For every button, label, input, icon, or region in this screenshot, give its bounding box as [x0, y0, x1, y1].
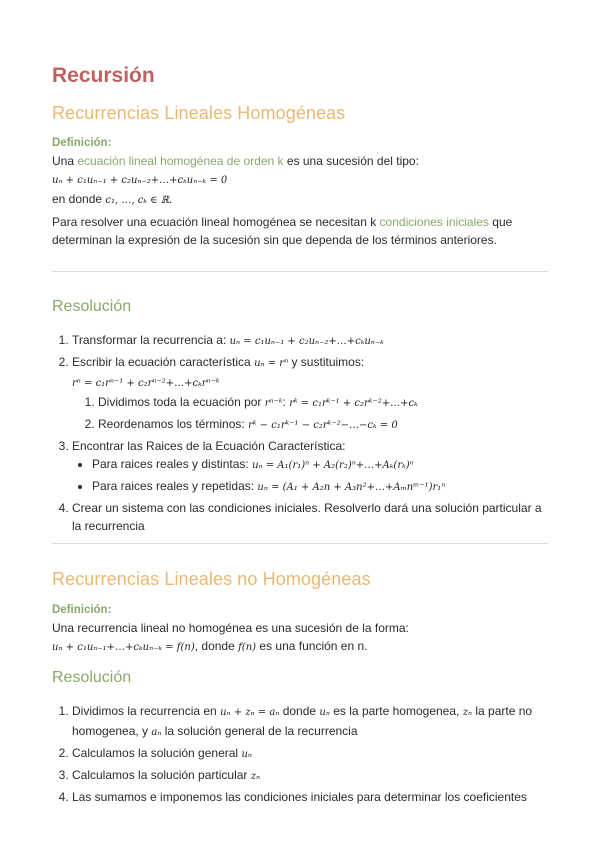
- resolucion-2-list: [52, 702, 548, 808]
- list-item: [72, 788, 548, 806]
- definition-text-post: es una sucesión del tipo:: [283, 154, 419, 168]
- formula-no-homogenea: uₙ + c₁uₙ₋₁+…+cₖuₙ₋ₖ = f(n): [52, 642, 195, 653]
- step-text: Crear un sistema con las condiciones iniciales. Resolverlo dará una solución particular a la recurrencia: [72, 501, 542, 533]
- where-text: en donde: [52, 192, 106, 206]
- definition-text: Una recurrencia lineal no homogénea es una sucesión de la forma:: [52, 621, 409, 635]
- substep-text: Reordenamos los términos:: [98, 417, 249, 431]
- definition-highlight: ecuación lineal homogénea de orden k: [77, 154, 284, 168]
- step-text: Transformar la recurrencia a:: [72, 333, 230, 347]
- bullet-text: Para raices reales y repetidas:: [92, 479, 258, 493]
- resolucion-1-list: [52, 331, 548, 537]
- step-formula: aₙ: [151, 727, 162, 738]
- formula-fn: f(n): [238, 642, 257, 653]
- list-item: [72, 744, 548, 764]
- substep-formula: rᵏ − c₁rᵏ⁻¹ − c₂rᵏ⁻²−…−cₖ = 0: [248, 420, 398, 431]
- definition-formula-line: [52, 637, 548, 657]
- where-post: .: [169, 192, 173, 206]
- step-text: es la parte homogenea,: [329, 704, 463, 718]
- substep-formula-2: rᵏ = c₁rᵏ⁻¹ + c₂rᵏ⁻²+…+cₖ: [289, 398, 418, 409]
- definition-where: [52, 190, 548, 210]
- paragraph-condiciones: [52, 213, 548, 249]
- substep-formula: rⁿ⁻ᵏ: [264, 398, 283, 409]
- step-text: la parte no homogenea, y: [72, 704, 533, 738]
- page-title: Recursión: [52, 64, 155, 87]
- divider-2: [52, 543, 548, 544]
- bullet-list: [72, 455, 548, 497]
- steps-list-2: [52, 702, 548, 806]
- step-text: Calculamos la solución general: [72, 746, 242, 760]
- step-formula: zₙ: [250, 771, 261, 782]
- list-item: [72, 437, 548, 497]
- bullet-formula: uₙ = A₁(r₁)ⁿ + A₂(r₂)ⁿ+…+Aₖ(rₖ)ⁿ: [252, 460, 414, 471]
- step-formula: uₙ: [319, 707, 330, 718]
- section-homogeneas: [52, 101, 548, 125]
- step-text: Dividimos la recurrencia en: [72, 704, 221, 718]
- step-text: Escribir la ecuación característica: [72, 355, 255, 369]
- definition-formula: [52, 170, 548, 190]
- step-formula: uₙ + zₙ = aₙ: [220, 707, 280, 718]
- list-item: [72, 499, 548, 535]
- list-item: [92, 477, 548, 497]
- where-formula: c₁, …, cₖ ∈ ℝ: [105, 195, 170, 206]
- list-item: [98, 415, 548, 435]
- list-item: [92, 455, 548, 475]
- step-formula-2: rⁿ = c₁rⁿ⁻¹ + c₂rⁿ⁻²+…+cₖrⁿ⁻ᵏ: [72, 378, 220, 389]
- bullet-formula: uₙ = (A₁ + A₂n + A₃n²+…+Aₘnᵐ⁻¹)r₁ⁿ: [257, 482, 446, 493]
- substep-text: Dividimos toda la ecuación por: [98, 395, 265, 409]
- resolucion-heading-1: Resolución: [52, 298, 132, 315]
- definition-post: es una función en n.: [256, 639, 368, 653]
- list-item: [98, 393, 548, 413]
- para-text-post: que determinan la expresión de la sucesión sin que dependa de los términos anteriores.: [52, 215, 513, 247]
- section-heading-homogeneas: Recurrencias Lineales Homogéneas: [52, 103, 346, 123]
- list-item: [72, 766, 548, 786]
- step-text: donde: [279, 704, 320, 718]
- definition-label: Definición:: [52, 137, 112, 149]
- step-formula: uₙ = rⁿ: [254, 358, 289, 369]
- step-text: Las sumamos e imponemos las condiciones iniciales para determinar los coeficientes: [72, 790, 527, 804]
- step-text: Encontrar las Raices de la Ecuación Característica:: [72, 439, 346, 453]
- resolucion-1: [52, 296, 548, 318]
- section-heading-no-homogeneas: Recurrencias Lineales no Homogéneas: [52, 569, 371, 589]
- step-text: Calculamos la solución particular: [72, 768, 251, 782]
- para-highlight: condiciones iniciales: [379, 215, 489, 229]
- step-text: la solución general de la recurrencia: [161, 724, 358, 738]
- list-item: [72, 353, 548, 435]
- definition-mid: , donde: [194, 639, 239, 653]
- definition-homogeneas: [52, 134, 548, 210]
- definition-no-homogeneas: [52, 601, 548, 657]
- step-text-post: y sustituimos:: [288, 355, 365, 369]
- substep-colon: :: [282, 395, 290, 409]
- section-no-homogeneas: [52, 567, 548, 591]
- steps-list-1: [52, 331, 548, 535]
- step-formula: uₙ: [241, 749, 252, 760]
- bullet-text: Para raices reales y distintas:: [92, 457, 253, 471]
- step-formula: zₙ: [462, 707, 473, 718]
- definition-line: [52, 152, 548, 170]
- list-item: [72, 702, 548, 742]
- list-item: [72, 331, 548, 351]
- step-formula: uₙ = c₁uₙ₋₁ + c₂uₙ₋₂+…+cₖuₙ₋ₖ: [229, 336, 384, 347]
- resolucion-2: [52, 667, 548, 689]
- divider-1: [52, 271, 548, 272]
- formula-homogenea: uₙ + c₁uₙ₋₁ + c₂uₙ₋₂+…+cₖuₙ₋ₖ = 0: [52, 175, 228, 186]
- substeps-list: [72, 393, 548, 435]
- definition-label: Definición:: [52, 604, 112, 616]
- para-text-pre: Para resolver una ecuación lineal homogénea se necesitan k: [52, 215, 380, 229]
- definition-text-pre: Una: [52, 154, 78, 168]
- resolucion-heading-2: Resolución: [52, 669, 132, 686]
